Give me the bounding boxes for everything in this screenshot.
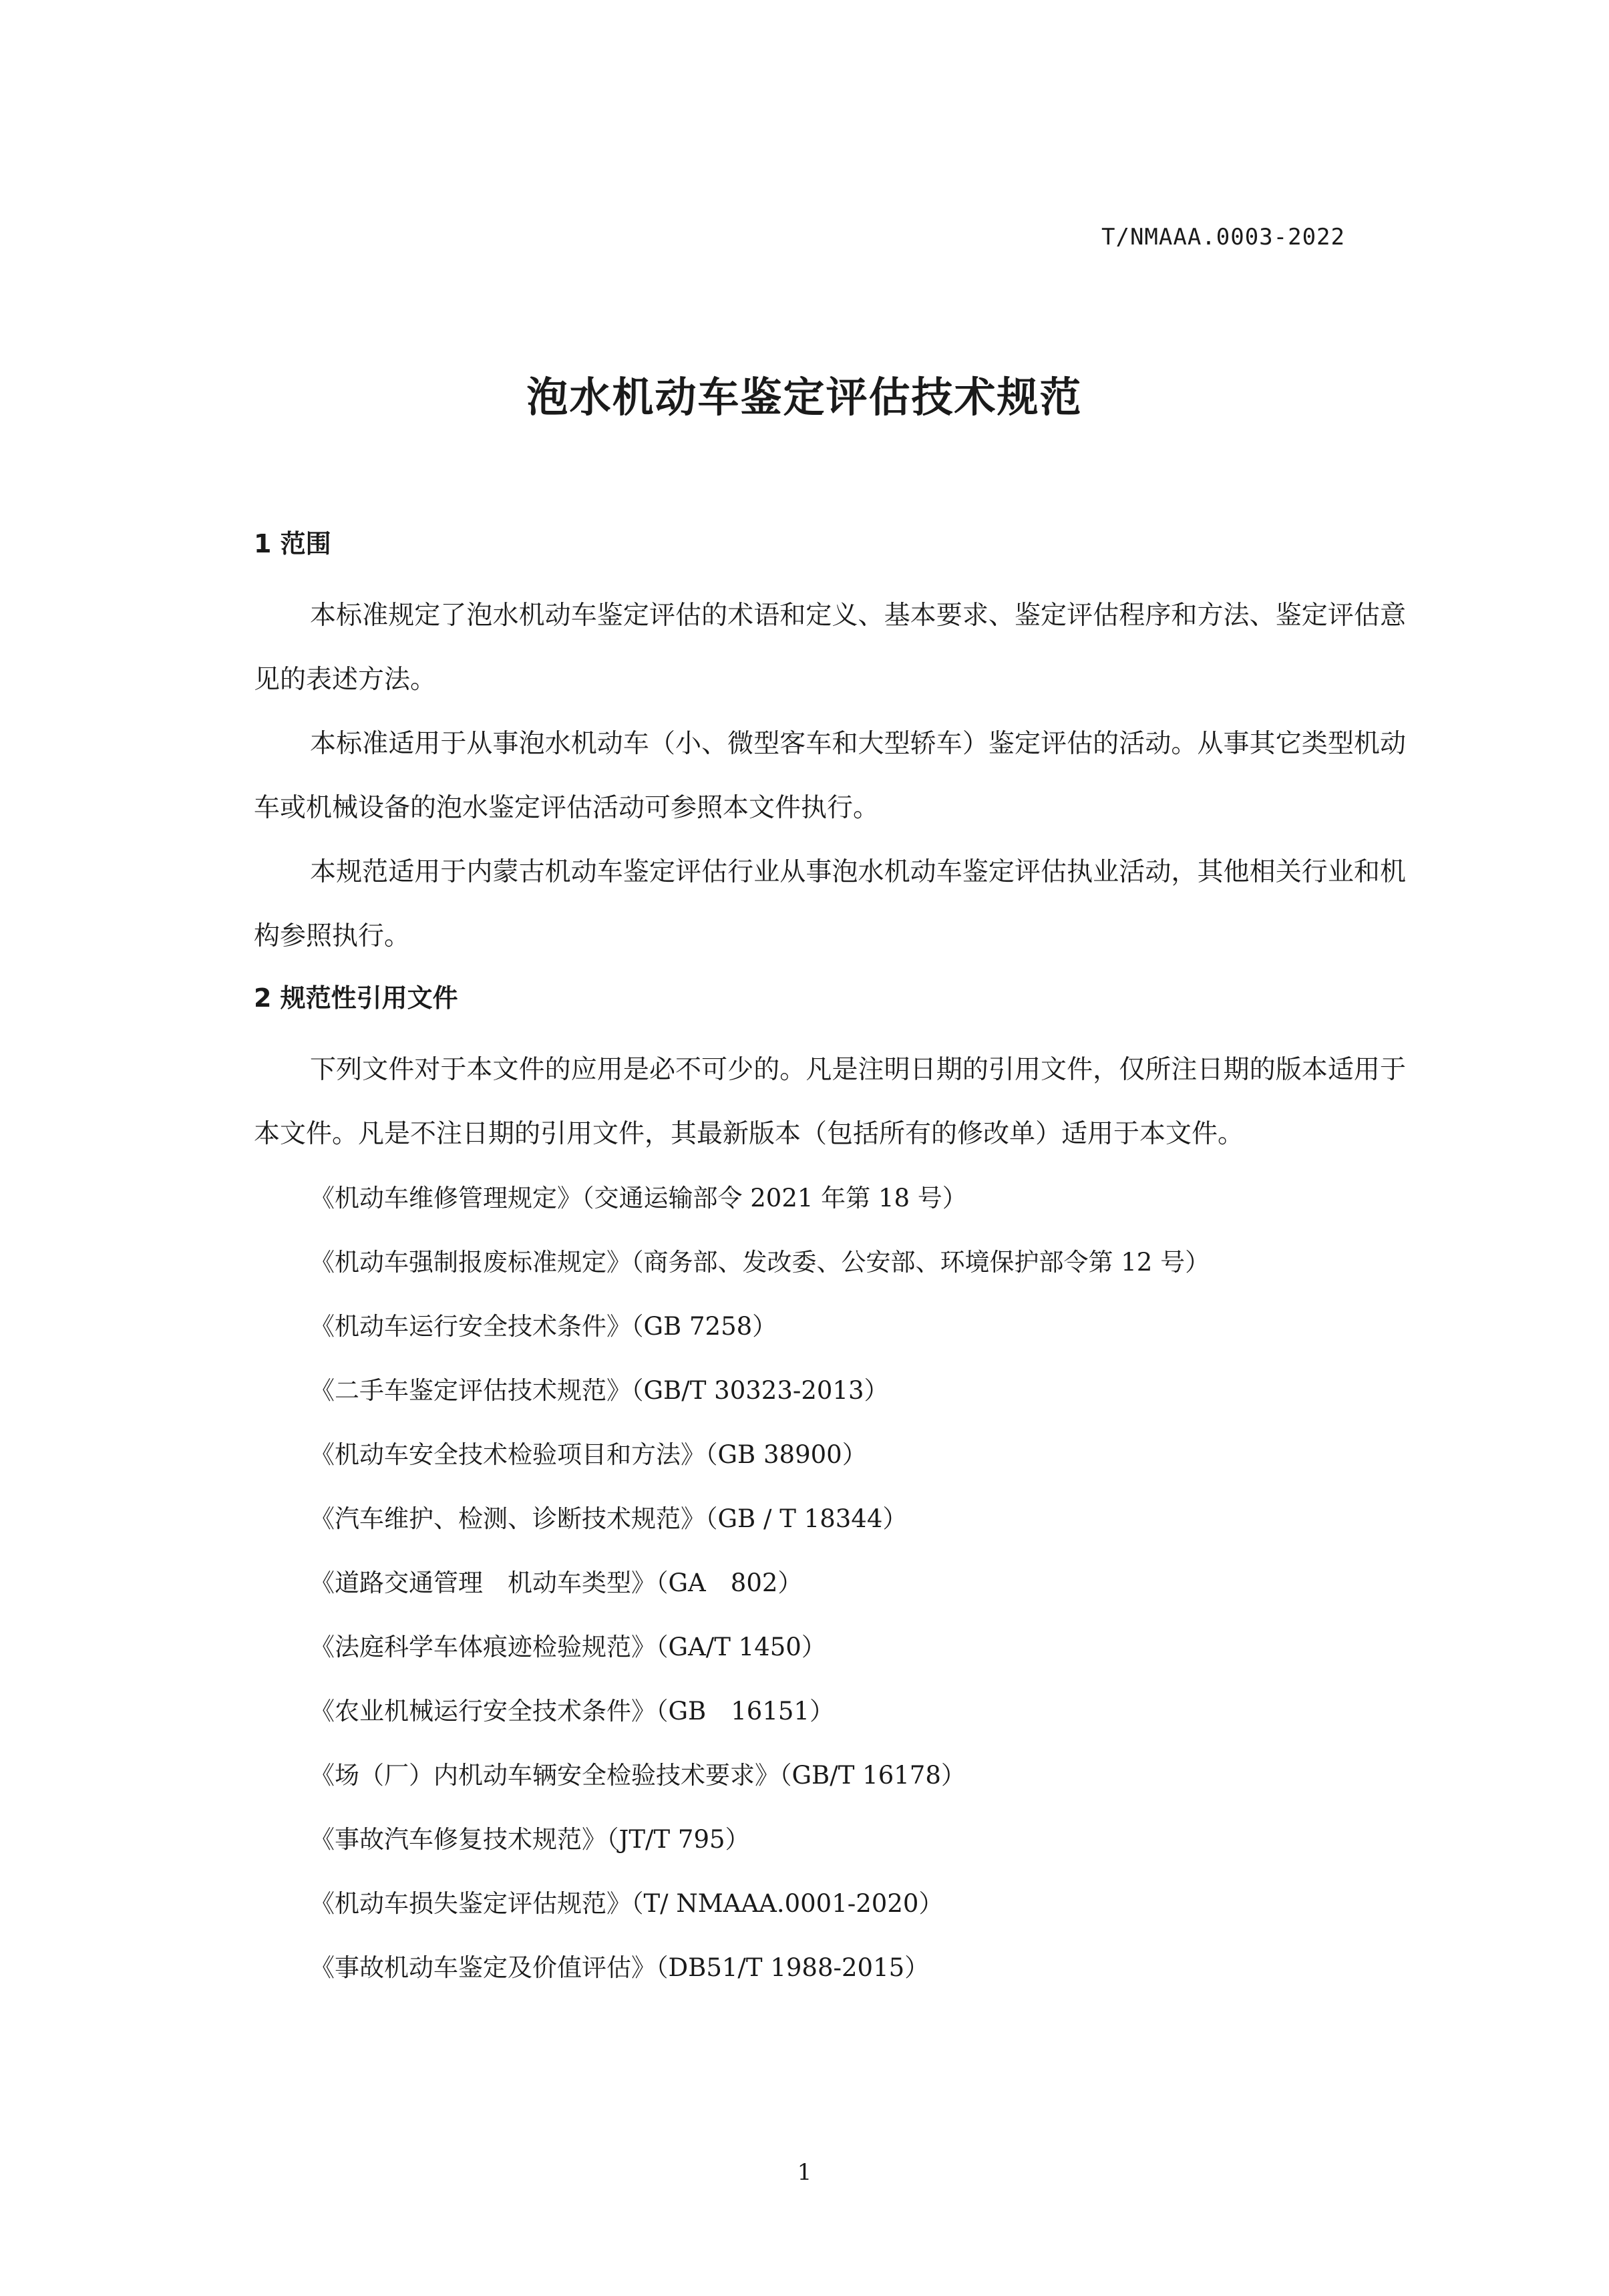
reference-item: 《农业机械运行安全技术条件》（GB 16151） (310, 1697, 834, 1726)
page-number: 1 (797, 2159, 812, 2186)
reference-item: 《汽车维护、检测、诊断技术规范》（GB / T 18344） (310, 1504, 908, 1533)
reference-item: 《道路交通管理 机动车类型》（GA 802） (310, 1569, 803, 1597)
section-heading: 2 规范性引用文件 (254, 983, 458, 1013)
document-title: 泡水机动车鉴定评估技术规范 (526, 373, 1083, 422)
reference-item: 《事故汽车修复技术规范》（JT/T 795） (310, 1825, 750, 1854)
reference-item: 《二手车鉴定评估技术规范》（GB/T 30323-2013） (310, 1376, 889, 1405)
reference-item: 《机动车运行安全技术条件》（GB 7258） (310, 1312, 777, 1341)
reference-item: 《机动车安全技术检验项目和方法》（GB 38900） (310, 1440, 867, 1469)
reference-item: 《事故机动车鉴定及价值评估》（DB51/T 1988-2015） (310, 1953, 930, 1982)
paragraph: 下列文件对于本文件的应用是必不可少的。凡是注明日期的引用文件，仅所注日期的版本适用于本文件。凡是不注日期的引用文件，其最新版本（包括所有的修改单）适用于本文件。 (254, 1055, 1406, 1149)
paragraph: 本标准规定了泡水机动车鉴定评估的术语和定义、基本要求、鉴定评估程序和方法、鉴定评估意见的表述方法。 (254, 601, 1406, 695)
reference-item: 《机动车损失鉴定评估规范》（T/ NMAAA.0001-2020） (310, 1889, 944, 1918)
reference-item: 《机动车维修管理规定》（交通运输部令 2021 年第 18 号） (310, 1184, 967, 1212)
reference-item: 《机动车强制报废标准规定》（商务部、发改委、公安部、环境保护部令第 12 号） (310, 1248, 1210, 1277)
section-normative-references (254, 982, 1406, 2000)
reference-item: 《场（厂）内机动车辆安全检验技术要求》（GB/T 16178） (310, 1761, 966, 1790)
document-body (254, 528, 1406, 2000)
reference-item: 《法庭科学车体痕迹检验规范》（GA/T 1450） (310, 1633, 826, 1661)
reference-list (254, 1166, 1406, 2000)
section-scope (254, 528, 1406, 969)
paragraph: 本规范适用于内蒙古机动车鉴定评估行业从事泡水机动车鉴定评估执业活动，其他相关行业和机构参照执行。 (254, 857, 1406, 951)
paragraph: 本标准适用于从事泡水机动车（小、微型客车和大型轿车）鉴定评估的活动。从事其它类型机动车或机械设备的泡水鉴定评估活动可参照本文件执行。 (254, 729, 1406, 823)
section-heading: 1 范围 (254, 529, 331, 558)
document-code: T/NMAAA.0003-2022 (1101, 224, 1345, 251)
